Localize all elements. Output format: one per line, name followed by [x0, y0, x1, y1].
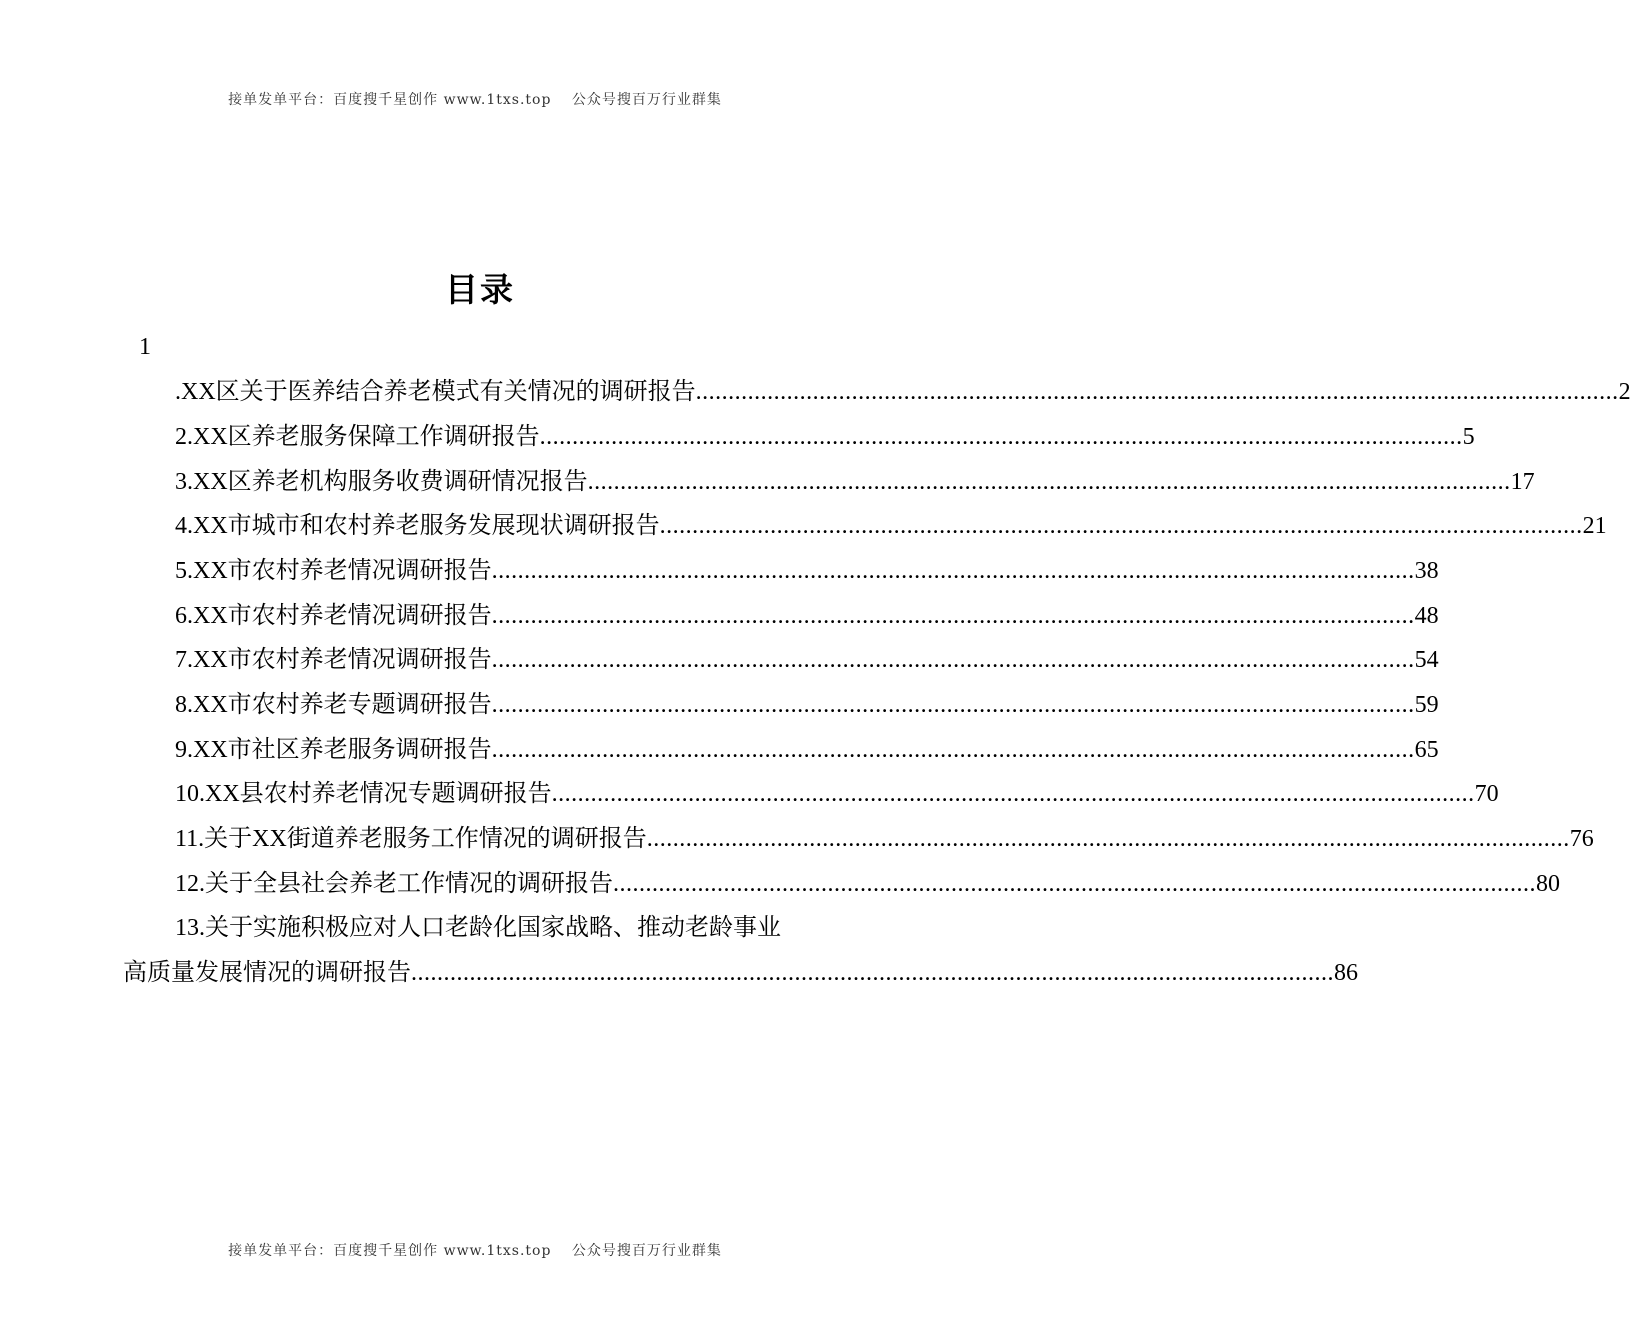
toc-entry-10[interactable] [175, 774, 1499, 814]
toc-entry-11[interactable] [175, 819, 1594, 859]
toc-entry-6[interactable] [175, 596, 1439, 636]
toc-entry-title-line1: 13.关于实施积极应对人口老龄化国家战略、推动老龄事业 [175, 915, 781, 941]
toc-entry-page: 5 [1462, 424, 1475, 450]
toc-entry-title: 2.XX区养老服务保障工作调研报告 [175, 424, 540, 450]
toc-entry-title: 7.XX市农村养老情况调研报告 [175, 647, 492, 673]
toc-entry-page: 17 [1510, 469, 1535, 495]
toc-entry-page: 21 [1582, 513, 1607, 539]
toc-entry-title: 10.XX县农村养老情况专题调研报告 [175, 781, 552, 807]
toc-entry-page: 38 [1414, 558, 1439, 584]
toc-dot-leader [696, 372, 1619, 412]
toc-entry-page: 76 [1569, 826, 1594, 852]
toc-title: 目录 [445, 270, 515, 309]
toc-dot-leader [492, 685, 1415, 725]
toc-dot-leader [492, 730, 1415, 770]
toc-entry-title-line2: 高质量发展情况的调研报告 [123, 960, 411, 986]
toc-entry-line2 [123, 953, 1358, 993]
toc-entry-9[interactable] [175, 730, 1439, 770]
toc-entry-4[interactable] [175, 506, 1607, 546]
toc-entry-title: 5.XX市农村养老情况调研报告 [175, 558, 492, 584]
toc-entry-5[interactable] [175, 551, 1439, 591]
toc-entry-1[interactable] [175, 372, 1631, 412]
toc-entry-title: .XX区关于医养结合养老模式有关情况的调研报告 [175, 379, 696, 405]
toc-entry-page: 65 [1414, 737, 1439, 763]
toc-entry-page: 59 [1414, 692, 1439, 718]
toc-entry-2[interactable] [175, 417, 1475, 457]
toc-entry-title: 12.关于全县社会养老工作情况的调研报告 [175, 871, 613, 897]
toc-dot-leader [492, 596, 1415, 636]
page-footer-watermark: 接单发单平台：百度搜千星创作 www.1txs.top 公众号搜百万行业群集 [228, 1243, 722, 1259]
toc-entry-page: 2 [1618, 379, 1631, 405]
toc-dot-leader [613, 864, 1536, 904]
toc-dot-leader [588, 462, 1511, 502]
toc-dot-leader [660, 506, 1583, 546]
toc-entry-title: 3.XX区养老机构服务收费调研情况报告 [175, 469, 588, 495]
toc-entry-title: 8.XX市农村养老专题调研报告 [175, 692, 492, 718]
page-header-watermark: 接单发单平台：百度搜千星创作 www.1txs.top 公众号搜百万行业群集 [228, 92, 722, 108]
toc-dot-leader [492, 551, 1415, 591]
toc-entry-page: 80 [1536, 871, 1560, 897]
toc-entry-page: 70 [1474, 781, 1499, 807]
toc-entry-title: 11.关于XX街道养老服务工作情况的调研报告 [175, 826, 647, 852]
toc-dot-leader [492, 640, 1415, 680]
toc-entry-title: 9.XX市社区养老服务调研报告 [175, 737, 492, 763]
toc-entry-page: 54 [1414, 647, 1439, 673]
toc-entry-3[interactable] [175, 462, 1535, 502]
stray-number: 1 [139, 334, 151, 360]
toc-entry-title: 4.XX市城市和农村养老服务发展现状调研报告 [175, 513, 660, 539]
toc-dot-leader [552, 774, 1475, 814]
toc-entry-8[interactable] [175, 685, 1439, 725]
toc-dot-leader [647, 819, 1570, 859]
toc-entry-title: 6.XX市农村养老情况调研报告 [175, 603, 492, 629]
toc-entry-page: 86 [1334, 960, 1358, 986]
toc-dot-leader [411, 953, 1334, 993]
toc-entry-7[interactable] [175, 640, 1439, 680]
toc-dot-leader [540, 417, 1463, 457]
toc-entry-page: 48 [1414, 603, 1439, 629]
toc-entry-12[interactable] [175, 864, 1560, 904]
